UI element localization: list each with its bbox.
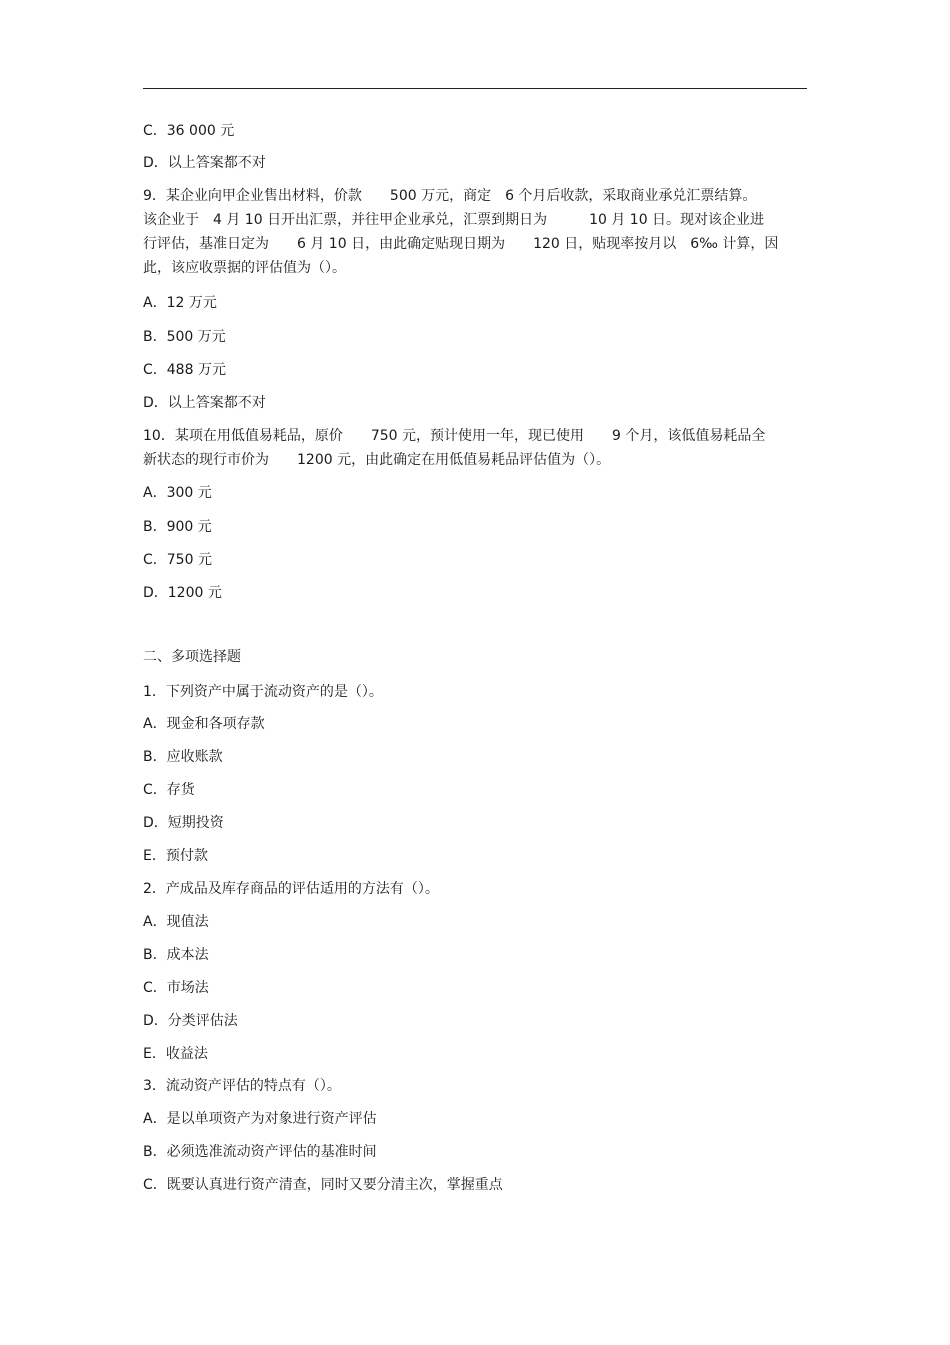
q10-line-2: 新状态的现行市价为 1200 元，由此确定在用低值易耗品评估值为（）。 bbox=[143, 452, 611, 468]
q10-option-c: C．750 元 bbox=[143, 552, 212, 568]
m2-option-d: D．分类评估法 bbox=[143, 1013, 238, 1029]
q8-option-c: C．36 000 元 bbox=[143, 123, 235, 139]
m2-option-e: E．收益法 bbox=[143, 1046, 208, 1062]
q9-option-d: D．以上答案都不对 bbox=[143, 395, 266, 411]
q9-option-b: B．500 万元 bbox=[143, 329, 226, 345]
q9-option-c: C．488 万元 bbox=[143, 362, 226, 378]
q10-option-a: A．300 元 bbox=[143, 485, 212, 501]
m2-option-a: A．现值法 bbox=[143, 914, 209, 930]
q9-line-1: 9．某企业向甲企业售出材料，价款 500 万元，商定 6 个月后收款，采取商业承兑汇票结算。 bbox=[143, 188, 757, 204]
m2-question: 2．产成品及库存商品的评估适用的方法有（）。 bbox=[143, 881, 439, 897]
m1-option-c: C．存货 bbox=[143, 782, 195, 798]
m1-option-e: E．预付款 bbox=[143, 848, 208, 864]
q9-line-4: 此，该应收票据的评估值为（）。 bbox=[143, 260, 346, 276]
m1-option-a: A．现金和各项存款 bbox=[143, 716, 265, 732]
m3-question: 3．流动资产评估的特点有（）。 bbox=[143, 1078, 341, 1094]
q10-option-d: D．1200 元 bbox=[143, 585, 222, 601]
m1-question: 1．下列资产中属于流动资产的是（）。 bbox=[143, 684, 383, 700]
q8-option-d: D．以上答案都不对 bbox=[143, 155, 266, 171]
q9-option-a: A．12 万元 bbox=[143, 295, 217, 311]
m3-option-a: A．是以单项资产为对象进行资产评估 bbox=[143, 1111, 377, 1127]
q10-option-b: B．900 元 bbox=[143, 519, 212, 535]
q9-line-2: 该企业于 4 月 10 日开出汇票，并往甲企业承兑，汇票到期日为 10 月 10 日。现对该企业进 bbox=[143, 212, 765, 228]
header-rule bbox=[143, 88, 807, 89]
m2-option-b: B．成本法 bbox=[143, 947, 209, 963]
m2-option-c: C．市场法 bbox=[143, 980, 209, 996]
m3-option-b: B．必须选准流动资产评估的基准时间 bbox=[143, 1144, 377, 1160]
section-heading-multiple-choice: 二、多项选择题 bbox=[143, 649, 241, 665]
q10-line-1: 10．某项在用低值易耗品，原价 750 元，预计使用一年，现已使用 9 个月，该低值易耗品全 bbox=[143, 428, 766, 444]
q9-line-3: 行评估，基准日定为 6 月 10 日，由此确定贴现日期为 120 日，贴现率按月以 6‰ 计算，因 bbox=[143, 236, 779, 252]
m1-option-d: D．短期投资 bbox=[143, 815, 224, 831]
m1-option-b: B．应收账款 bbox=[143, 749, 223, 765]
q10-question bbox=[143, 424, 799, 472]
m3-option-c: C．既要认真进行资产清查，同时又要分清主次，掌握重点 bbox=[143, 1177, 503, 1193]
q9-question bbox=[143, 184, 799, 280]
